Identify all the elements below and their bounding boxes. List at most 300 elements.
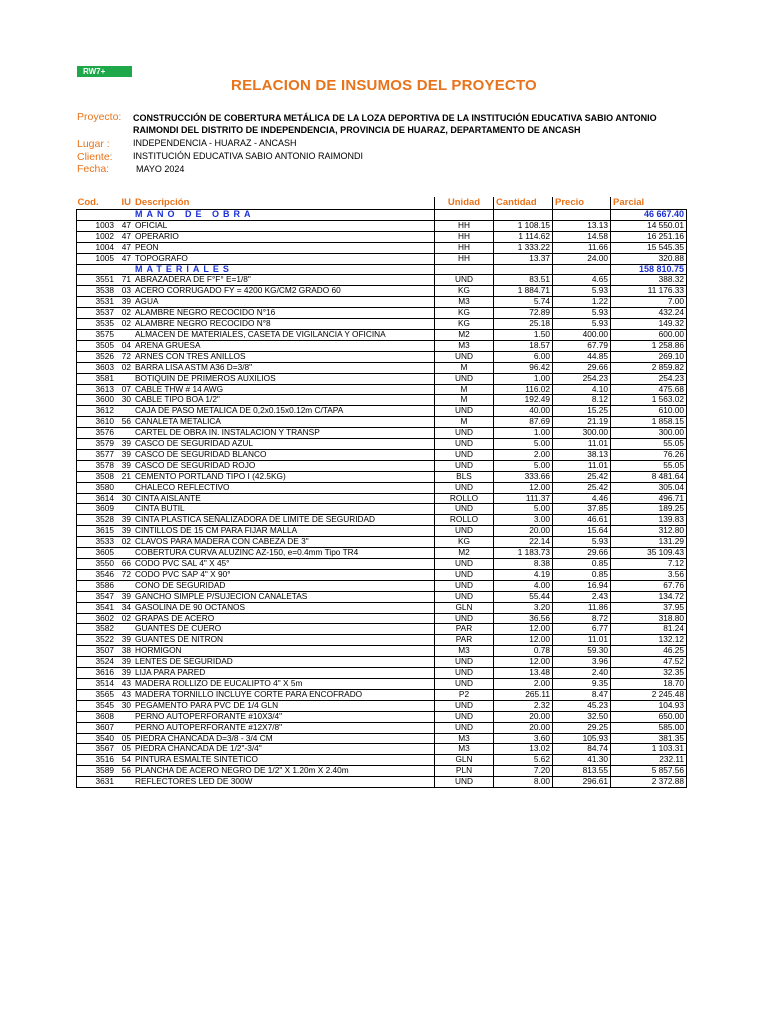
col-header-price: Precio	[553, 197, 611, 210]
item-code: 3577	[77, 449, 118, 460]
item-code: 3605	[77, 548, 118, 559]
item-code: 3610	[77, 417, 118, 428]
item-unit: UND	[435, 668, 494, 679]
item-unit: HH	[435, 220, 494, 231]
item-description: PLANCHA DE ACERO NEGRO DE 1/2" X 1.20m X 2.40m	[133, 766, 435, 777]
item-partial: 46.25	[611, 646, 687, 657]
table-row	[77, 722, 687, 733]
item-code: 3547	[77, 591, 118, 602]
item-description: ACERO CORRUGADO FY = 4200 KG/CM2 GRADO 60	[133, 286, 435, 297]
cliente-value: INSTITUCIÓN EDUCATIVA SABIO ANTONIO RAIMONDI	[133, 151, 364, 161]
fecha-label: Fecha:	[77, 163, 110, 175]
item-quantity: 8.00	[494, 777, 553, 788]
item-unit: UND	[435, 569, 494, 580]
item-iu: 02	[117, 308, 133, 319]
item-price: 4.10	[553, 384, 611, 395]
item-unit: GLN	[435, 755, 494, 766]
item-iu	[117, 504, 133, 515]
item-quantity: 1 884.71	[494, 286, 553, 297]
item-quantity: 6.00	[494, 351, 553, 362]
group-code-cell	[77, 210, 118, 221]
item-quantity: 96.42	[494, 362, 553, 373]
item-unit: UND	[435, 526, 494, 537]
item-iu: 21	[117, 471, 133, 482]
proyecto-value-line2: RAIMONDI DEL DISTRITO DE INDEPENDENCIA, PROVINCIA DE HUARAZ, DEPARTAMENTO DE ANCASH	[133, 125, 581, 135]
table-row	[77, 329, 687, 340]
item-quantity: 20.00	[494, 526, 553, 537]
item-quantity: 87.69	[494, 417, 553, 428]
item-unit: BLS	[435, 471, 494, 482]
item-price: 46.61	[553, 515, 611, 526]
item-unit: M	[435, 417, 494, 428]
item-unit: UND	[435, 351, 494, 362]
item-iu: 38	[117, 646, 133, 657]
item-quantity: 36.56	[494, 613, 553, 624]
item-price: 5.93	[553, 537, 611, 548]
item-code: 3535	[77, 319, 118, 330]
table-row	[77, 242, 687, 253]
item-unit: M3	[435, 646, 494, 657]
item-quantity: 1 333.22	[494, 242, 553, 253]
item-description: CINTA PLASTICA SEÑALIZADORA DE LIMITE DE SEGURIDAD	[133, 515, 435, 526]
item-partial: 1 103.31	[611, 744, 687, 755]
item-iu: 47	[117, 242, 133, 253]
table-row	[77, 220, 687, 231]
item-partial: 650.00	[611, 711, 687, 722]
item-description: CARTEL DE OBRA IN. INSTALACION Y TRANSP	[133, 428, 435, 439]
item-iu: 39	[117, 668, 133, 679]
item-description: CAJA DE PASO METALICA DE 0,2x0.15x0.12m C/TAPA	[133, 406, 435, 417]
item-code: 3607	[77, 722, 118, 733]
item-price: 11.66	[553, 242, 611, 253]
item-quantity: 1.00	[494, 373, 553, 384]
table-row	[77, 362, 687, 373]
item-code: 3578	[77, 460, 118, 471]
col-header-description: Descripción	[133, 197, 435, 210]
group-qty-cell	[494, 210, 553, 221]
item-quantity: 2.00	[494, 678, 553, 689]
table-row	[77, 351, 687, 362]
item-unit: M	[435, 384, 494, 395]
item-unit: M2	[435, 329, 494, 340]
item-code: 3526	[77, 351, 118, 362]
item-price: 13.13	[553, 220, 611, 231]
item-price: 15.25	[553, 406, 611, 417]
item-unit: ROLLO	[435, 493, 494, 504]
item-description: ARNES CON TRES ANILLOS	[133, 351, 435, 362]
item-partial: 14 550.01	[611, 220, 687, 231]
item-iu: 05	[117, 733, 133, 744]
item-description: OFICIAL	[133, 220, 435, 231]
col-header-code: Cod.	[77, 197, 118, 210]
item-price: 3.96	[553, 657, 611, 668]
item-partial: 2 372.88	[611, 777, 687, 788]
table-row	[77, 559, 687, 570]
item-price: 38.13	[553, 449, 611, 460]
item-code: 3550	[77, 559, 118, 570]
table-row	[77, 384, 687, 395]
item-description: CASCO DE SEGURIDAD AZUL	[133, 439, 435, 450]
table-row	[77, 417, 687, 428]
cliente-label: Cliente:	[77, 151, 113, 163]
item-quantity: 5.00	[494, 504, 553, 515]
item-partial: 81.24	[611, 624, 687, 635]
table-row	[77, 286, 687, 297]
item-partial: 149.32	[611, 319, 687, 330]
table-row	[77, 308, 687, 319]
item-unit: UND	[435, 657, 494, 668]
item-quantity: 12.00	[494, 657, 553, 668]
item-unit: UND	[435, 482, 494, 493]
table-row	[77, 428, 687, 439]
group-iu-cell	[117, 264, 133, 275]
item-quantity: 12.00	[494, 482, 553, 493]
item-partial: 381.35	[611, 733, 687, 744]
item-unit: M	[435, 395, 494, 406]
item-partial: 8 481.64	[611, 471, 687, 482]
table-row	[77, 471, 687, 482]
item-price: 44.85	[553, 351, 611, 362]
item-price: 5.93	[553, 308, 611, 319]
table-row	[77, 439, 687, 450]
item-description: TOPOGRAFO	[133, 253, 435, 264]
item-iu: 30	[117, 493, 133, 504]
table-row	[77, 253, 687, 264]
item-price: 5.93	[553, 286, 611, 297]
item-quantity: 83.51	[494, 275, 553, 286]
item-quantity: 40.00	[494, 406, 553, 417]
item-partial: 104.93	[611, 700, 687, 711]
item-price: 8.72	[553, 613, 611, 624]
item-code: 3540	[77, 733, 118, 744]
item-iu	[117, 329, 133, 340]
table-row	[77, 493, 687, 504]
table-row	[77, 526, 687, 537]
item-description: CABLE THW # 14 AWG	[133, 384, 435, 395]
item-quantity: 1 183.73	[494, 548, 553, 559]
item-iu	[117, 428, 133, 439]
item-price: 29.25	[553, 722, 611, 733]
item-unit: UND	[435, 678, 494, 689]
table-row	[77, 460, 687, 471]
item-description: PEGAMENTO PARA PVC DE 1/4 GLN	[133, 700, 435, 711]
item-price: 300.00	[553, 428, 611, 439]
item-partial: 254.23	[611, 373, 687, 384]
item-partial: 67.76	[611, 580, 687, 591]
item-partial: 610.00	[611, 406, 687, 417]
group-name: MATERIALES	[133, 264, 435, 275]
item-iu: 30	[117, 700, 133, 711]
item-unit: ROLLO	[435, 515, 494, 526]
item-price: 6.77	[553, 624, 611, 635]
item-quantity: 192.49	[494, 395, 553, 406]
item-price: 45.23	[553, 700, 611, 711]
item-code: 3600	[77, 395, 118, 406]
item-iu: 05	[117, 744, 133, 755]
table-row	[77, 580, 687, 591]
item-code: 3524	[77, 657, 118, 668]
item-partial: 76.26	[611, 449, 687, 460]
table-row	[77, 657, 687, 668]
item-unit: M3	[435, 733, 494, 744]
item-code: 3567	[77, 744, 118, 755]
group-iu-cell	[117, 210, 133, 221]
table-row	[77, 668, 687, 679]
item-description: CLAVOS PARA MADERA CON CABEZA DE 3"	[133, 537, 435, 548]
item-partial: 432.24	[611, 308, 687, 319]
item-partial: 3.56	[611, 569, 687, 580]
item-code: 3586	[77, 580, 118, 591]
item-iu	[117, 373, 133, 384]
item-code: 3579	[77, 439, 118, 450]
item-code: 1003	[77, 220, 118, 231]
item-iu: 54	[117, 755, 133, 766]
item-quantity: 7.20	[494, 766, 553, 777]
item-description: COBERTURA CURVA ALUZINC AZ-150, e=0.4mm Tipo TR4	[133, 548, 435, 559]
item-price: 29.66	[553, 548, 611, 559]
item-price: 0.85	[553, 559, 611, 570]
item-price: 29.66	[553, 362, 611, 373]
table-row	[77, 733, 687, 744]
item-description: ALAMBRE NEGRO RECOCIDO N°16	[133, 308, 435, 319]
item-iu: 07	[117, 384, 133, 395]
item-description: PERNO AUTOPERFORANTE #10X3/4"	[133, 711, 435, 722]
table-row	[77, 395, 687, 406]
format-badge: RW7+	[77, 66, 132, 77]
item-price: 15.64	[553, 526, 611, 537]
item-code: 3612	[77, 406, 118, 417]
item-partial: 18.70	[611, 678, 687, 689]
item-description: ALMACEN DE MATERIALES, CASETA DE VIGILANCIA Y OFICINA	[133, 329, 435, 340]
item-quantity: 1.50	[494, 329, 553, 340]
item-code: 3631	[77, 777, 118, 788]
item-code: 3538	[77, 286, 118, 297]
page-title: RELACION DE INSUMOS DEL PROYECTO	[231, 77, 537, 94]
item-unit: PAR	[435, 624, 494, 635]
item-partial: 47.52	[611, 657, 687, 668]
item-price: 9.35	[553, 678, 611, 689]
item-partial: 131.29	[611, 537, 687, 548]
lugar-label: Lugar :	[77, 138, 110, 150]
item-price: 296.61	[553, 777, 611, 788]
item-price: 41.30	[553, 755, 611, 766]
table-row	[77, 602, 687, 613]
table-row	[77, 275, 687, 286]
item-code: 3609	[77, 504, 118, 515]
item-iu: 02	[117, 613, 133, 624]
table-row	[77, 678, 687, 689]
item-iu: 39	[117, 591, 133, 602]
item-quantity: 2.00	[494, 449, 553, 460]
item-unit: M3	[435, 744, 494, 755]
item-partial: 139.83	[611, 515, 687, 526]
item-unit: UND	[435, 449, 494, 460]
item-description: ARENA GRUESA	[133, 340, 435, 351]
item-partial: 2 245.48	[611, 689, 687, 700]
group-total: 46 667.40	[611, 210, 687, 221]
item-price: 2.40	[553, 668, 611, 679]
item-partial: 388.32	[611, 275, 687, 286]
item-partial: 232.11	[611, 755, 687, 766]
item-iu: 39	[117, 449, 133, 460]
item-price: 0.85	[553, 569, 611, 580]
item-unit: UND	[435, 373, 494, 384]
item-price: 105.93	[553, 733, 611, 744]
item-code: 3508	[77, 471, 118, 482]
item-partial: 496.71	[611, 493, 687, 504]
item-quantity: 2.32	[494, 700, 553, 711]
item-code: 3580	[77, 482, 118, 493]
item-iu: 03	[117, 286, 133, 297]
item-description: CODO PVC SAL 4" X 45°	[133, 559, 435, 570]
item-description: CABLE TIPO BOA 1/2"	[133, 395, 435, 406]
item-unit: GLN	[435, 602, 494, 613]
item-quantity: 116.02	[494, 384, 553, 395]
group-qty-cell	[494, 264, 553, 275]
item-quantity: 1 108.15	[494, 220, 553, 231]
item-partial: 7.00	[611, 297, 687, 308]
item-unit: KG	[435, 537, 494, 548]
item-code: 3514	[77, 678, 118, 689]
item-quantity: 1 114.62	[494, 231, 553, 242]
group-row	[77, 264, 687, 275]
item-partial: 32.35	[611, 668, 687, 679]
item-iu: 39	[117, 657, 133, 668]
item-code: 3565	[77, 689, 118, 700]
item-unit: PAR	[435, 635, 494, 646]
item-partial: 305.04	[611, 482, 687, 493]
item-quantity: 22.14	[494, 537, 553, 548]
item-iu: 02	[117, 319, 133, 330]
item-iu	[117, 777, 133, 788]
item-price: 37.85	[553, 504, 611, 515]
item-unit: HH	[435, 231, 494, 242]
item-iu: 72	[117, 569, 133, 580]
item-iu: 39	[117, 460, 133, 471]
item-price: 24.00	[553, 253, 611, 264]
group-row	[77, 210, 687, 221]
item-quantity: 13.48	[494, 668, 553, 679]
item-description: CHALECO REFLECTIVO	[133, 482, 435, 493]
table-row	[77, 548, 687, 559]
item-quantity: 0.78	[494, 646, 553, 657]
item-unit: UND	[435, 591, 494, 602]
table-header-row	[77, 197, 687, 210]
item-quantity: 4.19	[494, 569, 553, 580]
item-price: 5.93	[553, 319, 611, 330]
table-row	[77, 297, 687, 308]
item-quantity: 20.00	[494, 722, 553, 733]
item-code: 3533	[77, 537, 118, 548]
group-name: MANO DE OBRA	[133, 210, 435, 221]
item-iu: 47	[117, 220, 133, 231]
item-quantity: 8.38	[494, 559, 553, 570]
group-unit-cell	[435, 210, 494, 221]
item-quantity: 5.00	[494, 460, 553, 471]
item-description: GUANTES DE NITRON	[133, 635, 435, 646]
table-row	[77, 689, 687, 700]
item-code: 3575	[77, 329, 118, 340]
item-description: BOTIQUIN DE PRIMEROS AUXILIOS	[133, 373, 435, 384]
item-unit: KG	[435, 319, 494, 330]
item-quantity: 1.00	[494, 428, 553, 439]
item-unit: M3	[435, 297, 494, 308]
item-code: 3581	[77, 373, 118, 384]
item-iu: 39	[117, 439, 133, 450]
item-price: 8.12	[553, 395, 611, 406]
item-description: OPERARIO	[133, 231, 435, 242]
item-price: 254.23	[553, 373, 611, 384]
item-description: GRAPAS DE ACERO	[133, 613, 435, 624]
item-iu	[117, 482, 133, 493]
table-row	[77, 340, 687, 351]
group-total: 158 810.75	[611, 264, 687, 275]
item-quantity: 111.37	[494, 493, 553, 504]
item-iu: 02	[117, 362, 133, 373]
item-code: 3602	[77, 613, 118, 624]
table-row	[77, 755, 687, 766]
item-partial: 269.10	[611, 351, 687, 362]
item-description: ABRAZADERA DE F°F° E=1/8"	[133, 275, 435, 286]
item-description: HORMIGON	[133, 646, 435, 657]
item-quantity: 5.00	[494, 439, 553, 450]
group-price-cell	[553, 210, 611, 221]
item-price: 21.19	[553, 417, 611, 428]
item-price: 32.50	[553, 711, 611, 722]
item-unit: M	[435, 362, 494, 373]
item-quantity: 3.60	[494, 733, 553, 744]
item-iu	[117, 548, 133, 559]
item-partial: 134.72	[611, 591, 687, 602]
table-row	[77, 700, 687, 711]
proyecto-label: Proyecto:	[77, 111, 122, 123]
item-code: 3537	[77, 308, 118, 319]
item-partial: 5 857.56	[611, 766, 687, 777]
item-partial: 318.80	[611, 613, 687, 624]
item-price: 84.74	[553, 744, 611, 755]
item-iu: 39	[117, 635, 133, 646]
item-description: CINTA BUTIL	[133, 504, 435, 515]
table-row	[77, 591, 687, 602]
item-partial: 2 859.82	[611, 362, 687, 373]
table-row	[77, 646, 687, 657]
table-row	[77, 515, 687, 526]
item-description: LENTES DE SEGURIDAD	[133, 657, 435, 668]
item-price: 813.55	[553, 766, 611, 777]
item-price: 14.58	[553, 231, 611, 242]
item-description: CODO PVC SAP 4" X 90°	[133, 569, 435, 580]
item-description: CASCO DE SEGURIDAD ROJO	[133, 460, 435, 471]
item-description: AGUA	[133, 297, 435, 308]
table-row	[77, 744, 687, 755]
item-price: 4.46	[553, 493, 611, 504]
item-description: CINTA AISLANTE	[133, 493, 435, 504]
item-iu: 72	[117, 351, 133, 362]
item-partial: 1 258.86	[611, 340, 687, 351]
item-unit: UND	[435, 504, 494, 515]
item-unit: HH	[435, 253, 494, 264]
item-partial: 132.12	[611, 635, 687, 646]
item-description: GASOLINA DE 90 OCTANOS	[133, 602, 435, 613]
item-code: 3507	[77, 646, 118, 657]
table-row	[77, 449, 687, 460]
item-description: PIEDRA CHANCADA D=3/8 - 3/4 CM	[133, 733, 435, 744]
item-code: 1004	[77, 242, 118, 253]
item-partial: 189.25	[611, 504, 687, 515]
item-code: 3589	[77, 766, 118, 777]
item-quantity: 13.37	[494, 253, 553, 264]
item-description: CEMENTO PORTLAND TIPO I (42.5KG)	[133, 471, 435, 482]
